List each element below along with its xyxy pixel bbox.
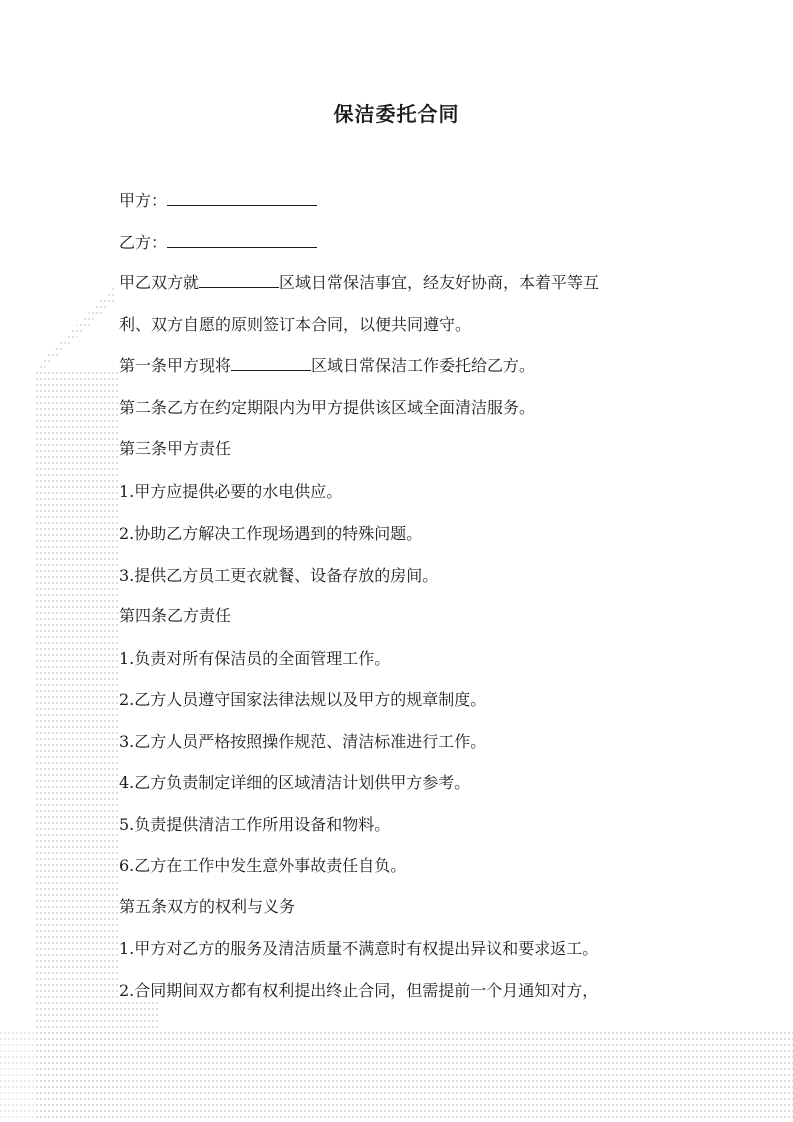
intro-text-1: 甲乙双方就 — [119, 273, 200, 292]
document-title: 保洁委托合同 — [333, 102, 460, 126]
party-a-blank — [167, 190, 317, 206]
article4-item: 3.乙方人员严格按照操作规范、清洁标准进行工作。 — [119, 732, 487, 751]
article3-heading: 第三条甲方责任 — [119, 439, 232, 458]
party-b-label: 乙方： — [119, 233, 168, 252]
article1-line — [119, 355, 535, 377]
article5-item: 1.甲方对乙方的服务及清洁质量不满意时有权提出异议和要求返工。 — [119, 939, 599, 958]
article4-item: 2.乙方人员遵守国家法律法规以及甲方的规章制度。 — [119, 690, 487, 709]
party-a-line — [119, 190, 317, 212]
intro-area-blank — [199, 272, 279, 288]
article4-item: 6.乙方在工作中发生意外事故责任自负。 — [119, 856, 407, 875]
article3-item: 2.协助乙方解决工作现场遇到的特殊问题。 — [119, 524, 423, 543]
article3-item: 1.甲方应提供必要的水电供应。 — [119, 482, 343, 501]
article1-text-1: 第一条甲方现将 — [119, 356, 232, 375]
intro-line-2: 利、双方自愿的原则签订本合同，以便共同遵守。 — [119, 315, 472, 334]
article2-line: 第二条乙方在约定期限内为甲方提供该区域全面清洁服务。 — [119, 398, 536, 417]
article5-heading: 第五条双方的权利与义务 — [119, 897, 296, 916]
article4-item: 1.负责对所有保洁员的全面管理工作。 — [119, 649, 391, 668]
party-b-line — [119, 232, 317, 254]
article3-item: 3.提供乙方员工更衣就餐、设备存放的房间。 — [119, 566, 439, 585]
article4-item: 5.负责提供清洁工作所用设备和物料。 — [119, 815, 391, 834]
article1-text-2: 区域日常保洁工作委托给乙方。 — [311, 356, 536, 375]
article1-area-blank — [231, 355, 311, 371]
article4-heading: 第四条乙方责任 — [119, 606, 232, 625]
intro-text-2: 区域日常保洁事宜，经友好协商，本着平等互 — [279, 273, 600, 292]
party-b-blank — [167, 232, 317, 248]
article5-item: 2.合同期间双方都有权利提出终止合同，但需提前一个月通知对方， — [119, 981, 599, 1000]
party-a-label: 甲方： — [119, 191, 168, 210]
article4-item: 4.乙方负责制定详细的区域清洁计划供甲方参考。 — [119, 773, 471, 792]
intro-line-1 — [119, 272, 599, 294]
